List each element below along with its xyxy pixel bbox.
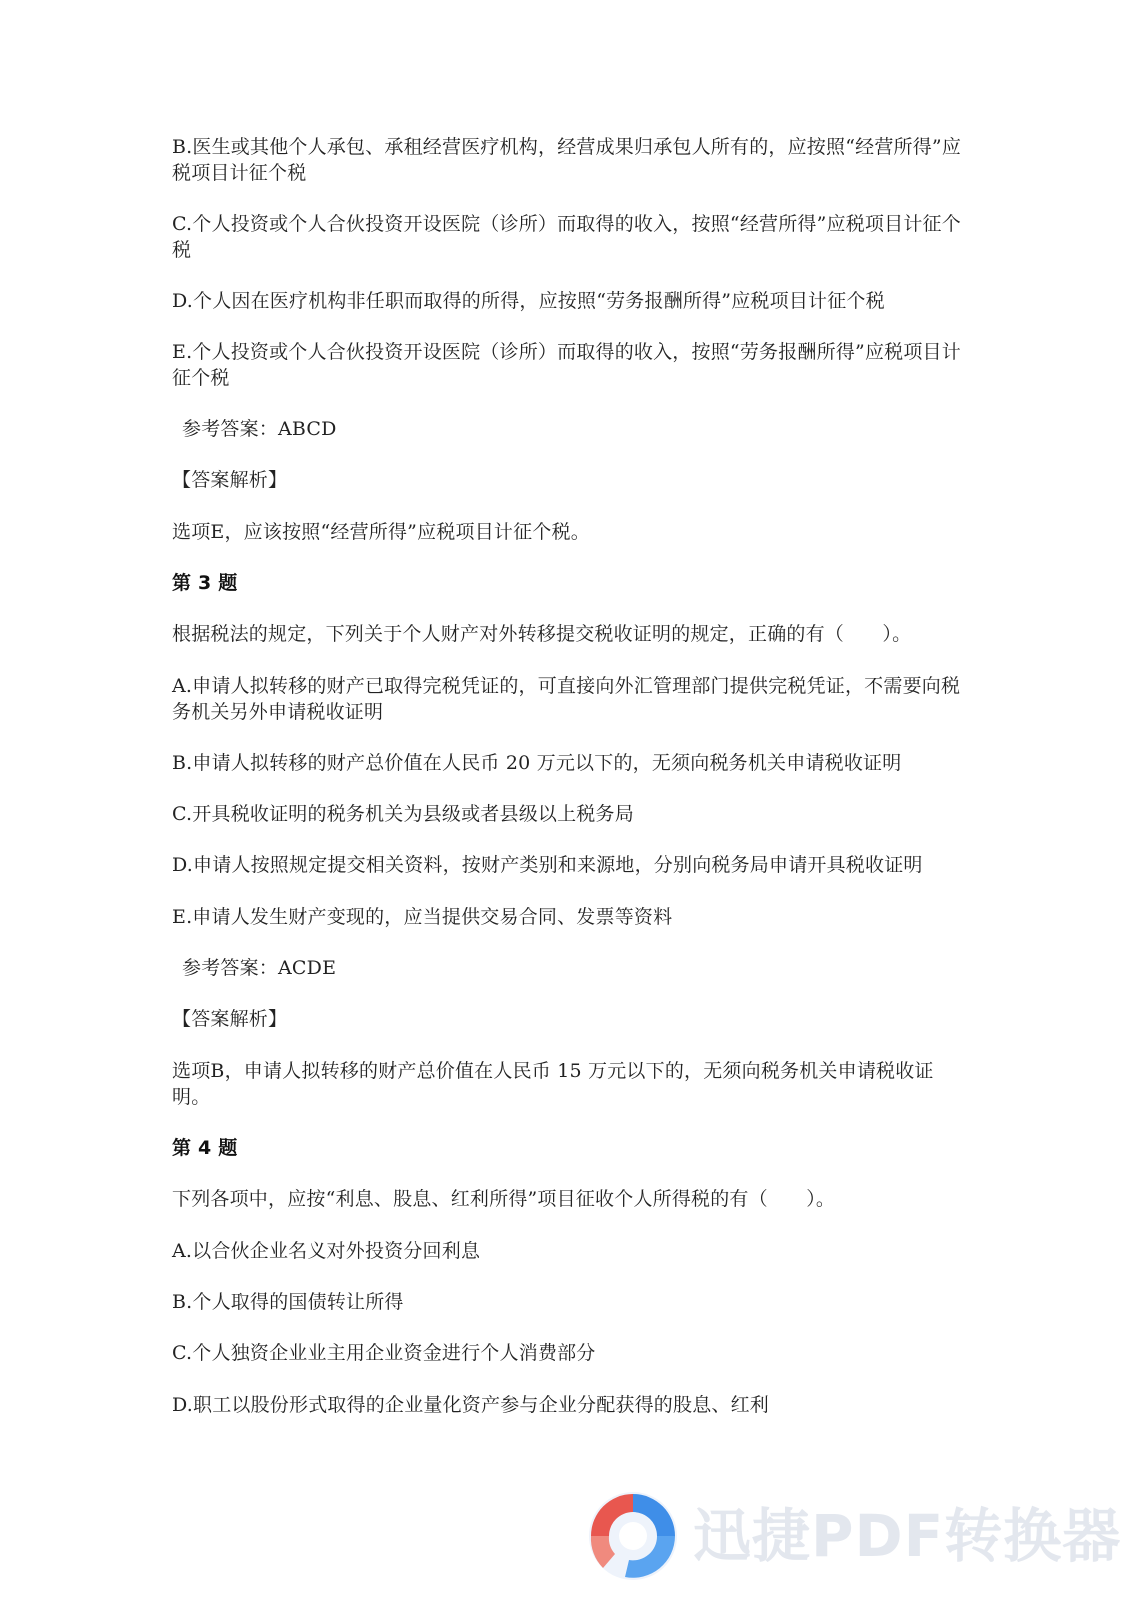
q3-answer: 参考答案：ACDE (182, 957, 337, 979)
q2-option-d: D.个人因在医疗机构非任职而取得的所得，应按照“劳务报酬所得”应税项目计征个税 (172, 290, 885, 312)
q3-question: 根据税法的规定，下列关于个人财产对外转移提交税收证明的规定，正确的有（ ）。 (172, 623, 912, 645)
q2-option-b: B.医生或其他个人承包、承租经营医疗机构，经营成果归承包人所有的，应按照“经营所得”应税项目计征个税 (172, 136, 962, 184)
q3-title: 第 3 题 (172, 572, 238, 594)
q4-option-a: A.以合伙企业名义对外投资分回利息 (172, 1240, 481, 1262)
q3-option-c: C.开具税收证明的税务机关为县级或者县级以上税务局 (172, 803, 634, 825)
q2-option-c: C.个人投资或个人合伙投资开设医院（诊所）而取得的收入，按照“经营所得”应税项目计征个税 (172, 213, 961, 261)
q4-option-b: B.个人取得的国债转让所得 (172, 1291, 404, 1313)
q2-analysis: 选项E，应该按照“经营所得”应税项目计征个税。 (172, 521, 590, 543)
q3-analysis-label: 【答案解析】 (172, 1008, 288, 1030)
q2-option-e: E.个人投资或个人合伙投资开设医院（诊所）而取得的收入，按照“劳务报酬所得”应税项目计征个税 (172, 341, 961, 389)
q4-option-d: D.职工以股份形式取得的企业量化资产参与企业分配获得的股息、红利 (172, 1394, 769, 1416)
watermark (585, 1488, 1122, 1584)
q2-analysis-label: 【答案解析】 (172, 469, 288, 491)
q3-analysis: 选项B，申请人拟转移的财产总价值在人民币 15 万元以下的，无须向税务机关申请税收证明。 (172, 1060, 934, 1108)
q2-answer: 参考答案：ABCD (182, 418, 337, 440)
q4-question: 下列各项中，应按“利息、股息、红利所得”项目征收个人所得税的有（ ）。 (172, 1188, 836, 1210)
q3-option-a: A.申请人拟转移的财产已取得完税凭证的，可直接向外汇管理部门提供完税凭证，不需要向税务机关另外申请税收证明 (172, 675, 961, 723)
q3-option-e: E.申请人发生财产变现的，应当提供交易合同、发票等资料 (172, 906, 673, 928)
q4-option-c: C.个人独资企业业主用企业资金进行个人消费部分 (172, 1342, 596, 1364)
q4-title: 第 4 题 (172, 1137, 238, 1159)
q3-option-d: D.申请人按照规定提交相关资料，按财产类别和来源地，分别向税务局申请开具税收证明 (172, 854, 923, 876)
watermark-logo-icon (585, 1488, 681, 1584)
watermark-text: 迅捷PDF转换器 (693, 1502, 1122, 1570)
q3-option-b: B.申请人拟转移的财产总价值在人民币 20 万元以下的，无须向税务机关申请税收证明 (172, 752, 902, 774)
